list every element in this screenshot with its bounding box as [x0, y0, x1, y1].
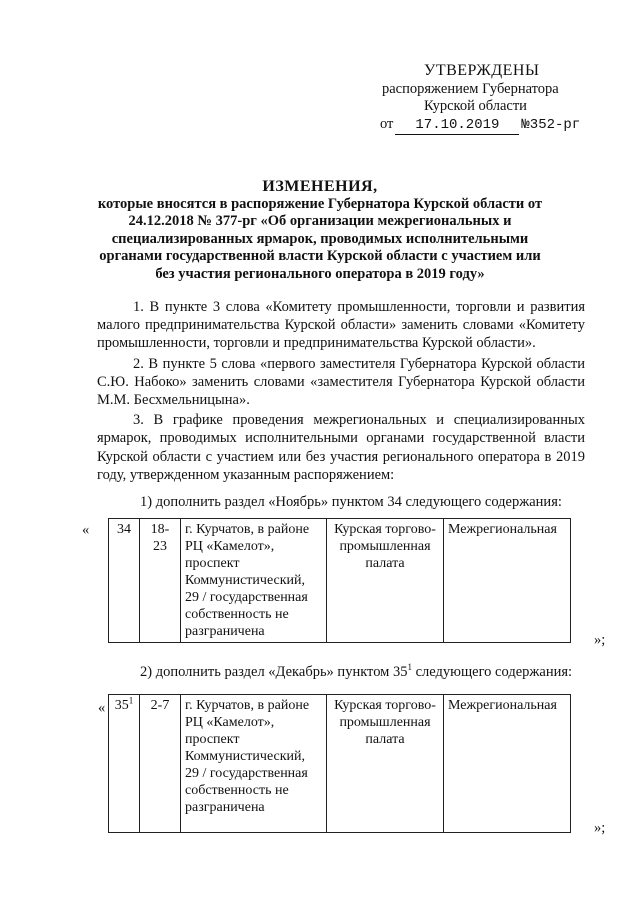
row-number: 34	[109, 519, 140, 643]
paragraph-1: 1. В пункте 3 слова «Комитету промышленности, торговли и развития малого предпринимательства Курской области» заменить словами «Комитету промышленности, торговли и предпринимательства Курской области».	[97, 299, 585, 352]
paragraph-3: 3. В графике проведения межрегиональных и специализированных ярмарок, проводимых исполнительными органами государственной власти Курской области с участием или без участия регионального оператора в 2019 году, утвержденном указанным распоряжением:	[97, 412, 585, 483]
row-number-text: 35	[114, 698, 129, 713]
row-days: 18-23	[140, 519, 181, 643]
subpoint-2-text: 2) дополнить раздел «Декабрь» пунктом 35	[140, 664, 408, 680]
quote-open-2: «	[98, 700, 106, 716]
approval-from-label: от	[380, 116, 394, 132]
approval-date: 17.10.2019	[395, 117, 519, 135]
row-place: г. Курчатов, в районе РЦ «Камелот», проспект Коммунистический, 29 / государственная собственность не разграничена	[181, 519, 327, 643]
row-number	[109, 695, 140, 833]
document-title	[90, 178, 550, 284]
row-number-sup: 1	[128, 695, 134, 706]
table-row	[109, 519, 571, 643]
subpoint-2-tail: следующего содержания:	[411, 664, 573, 680]
schedule-table-2	[108, 694, 571, 833]
row-type: Межрегиональная	[444, 519, 571, 643]
table-row	[109, 695, 571, 833]
row-organizer: Курская торгово-промышленная палата	[327, 519, 444, 643]
document-body	[97, 298, 585, 484]
row-organizer: Курская торгово-промышленная палата	[327, 695, 444, 833]
subpoint-1: 1) дополнить раздел «Ноябрь» пунктом 34 следующего содержания:	[140, 494, 562, 510]
paragraph-2: 2. В пункте 5 слова «первого заместителя Губернатора Курской области С.Ю. Набоко» заменить словами «заместителя Губернатора Курской области М.М. Бесхмельницына».	[97, 355, 585, 409]
quote-close-1: »;	[594, 632, 606, 648]
row-type: Межрегиональная	[444, 695, 571, 833]
approval-heading: УТВЕРЖДЕНЫ	[424, 62, 540, 79]
quote-open-1: «	[82, 522, 90, 538]
row-place: г. Курчатов, в районе РЦ «Камелот», проспект Коммунистический, 29 / государственная собственность не разграничена	[181, 695, 327, 833]
approval-block	[380, 62, 620, 135]
subpoint-2-sup: 1	[407, 662, 412, 673]
schedule-table-1	[108, 518, 571, 643]
approval-line-2: Курской области	[424, 98, 527, 114]
quote-close-2: »;	[594, 820, 606, 836]
approval-line-1: распоряжением Губернатора	[382, 81, 559, 97]
subpoint-2	[140, 664, 572, 681]
title-main: ИЗМЕНЕНИЯ,	[262, 178, 378, 195]
row-days: 2-7	[140, 695, 181, 833]
title-subtitle: которые вносятся в распоряжение Губернатора Курской области от 24.12.2018 № 377-рг «Об организации межрегиональных и специализированных ярмарок, проводимых исполнительными органами государственной власти Курской области с участием или без участия регионального оператора в 2019 году»	[97, 195, 543, 282]
approval-number: №352-рг	[521, 117, 581, 133]
approval-date-row	[380, 116, 620, 135]
